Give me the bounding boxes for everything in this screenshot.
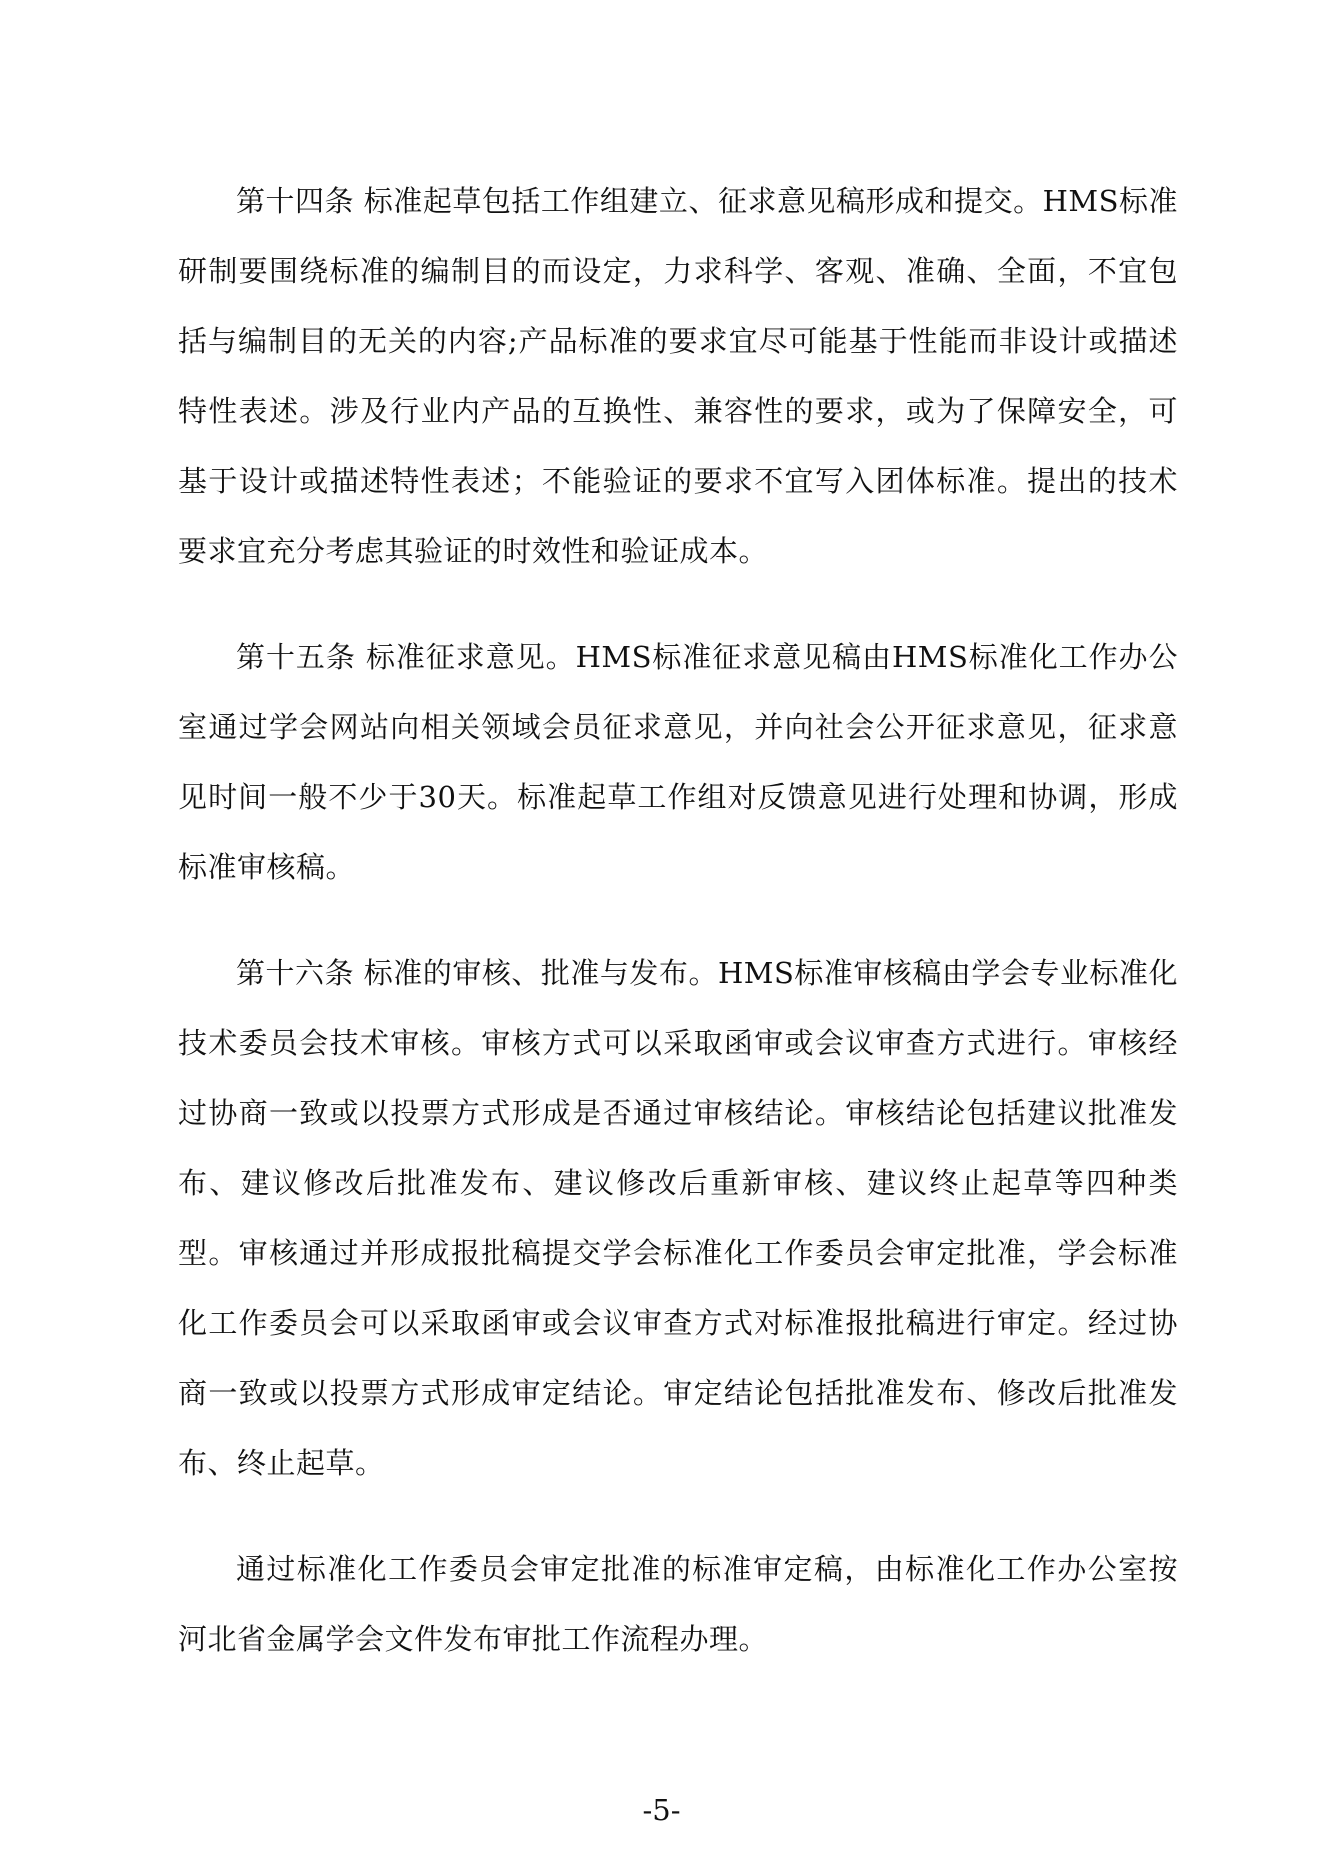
article-14-paragraph: 第十四条 标准起草包括工作组建立、征求意见稿形成和提交。HMS标准研制要围绕标准的编制目的而设定，力求科学、客观、准确、全面，不宜包括与编制目的无关的内容;产品标准的要求宜尽可能基于性能而非设计或描述特性表述。涉及行业内产品的互换性、兼容性的要求，或为了保障安全，可基于设计或描述特性表述；不能验证的要求不宜写入团体标准。提出的技术要求宜充分考虑其验证的时效性和验证成本。: [178, 184, 1178, 568]
approval-procedure-paragraph: 通过标准化工作委员会审定批准的标准审定稿，由标准化工作办公室按河北省金属学会文件发布审批工作流程办理。: [178, 1552, 1178, 1656]
article-15-paragraph: 第十五条 标准征求意见。HMS标准征求意见稿由HMS标准化工作办公室通过学会网站向相关领域会员征求意见，并向社会公开征求意见，征求意见时间一般不少于30天。标准起草工作组对反馈意见进行处理和协调，形成标准审核稿。: [178, 640, 1178, 884]
document-body: [178, 166, 1178, 1674]
article-16-paragraph: 第十六条 标准的审核、批准与发布。HMS标准审核稿由学会专业标准化技术委员会技术审核。审核方式可以采取函审或会议审查方式进行。审核经过协商一致或以投票方式形成是否通过审核结论。审核结论包括建议批准发布、建议修改后批准发布、建议修改后重新审核、建议终止起草等四种类型。审核通过并形成报批稿提交学会标准化工作委员会审定批准，学会标准化工作委员会可以采取函审或会议审查方式对标准报批稿进行审定。经过协商一致或以投票方式形成审定结论。审定结论包括批准发布、修改后批准发布、终止起草。: [178, 956, 1178, 1480]
page-number: -5-: [642, 1793, 681, 1827]
